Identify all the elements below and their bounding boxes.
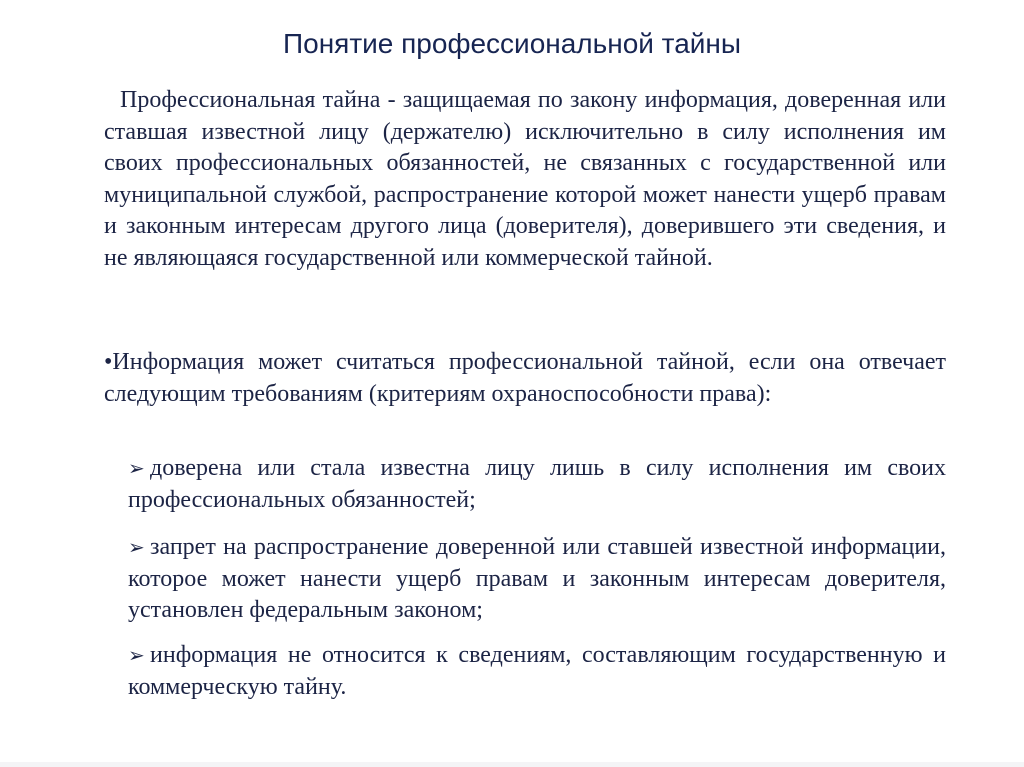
criterion-text: доверена или стала известна лицу лишь в силу исполнения им своих профессиональных обязанностей;: [128, 455, 946, 513]
bullet-icon: •: [104, 349, 113, 375]
arrow-bullet-icon: ➢: [128, 535, 145, 559]
criterion-item: [128, 640, 946, 703]
criterion-item: [128, 453, 946, 516]
slide-title: Понятие профессиональной тайны: [283, 28, 741, 59]
arrow-bullet-icon: ➢: [128, 456, 145, 480]
criterion-text: информация не относится к сведениям, составляющим государственную и коммерческую тайну.: [128, 642, 946, 700]
criterion-item: [128, 532, 946, 627]
criteria-intro-text: Информация может считаться профессиональной тайной, если она отвечает следующим требованиям (критериям охраноспособности права):: [104, 349, 946, 407]
definition-paragraph: Профессиональная тайна - защищаемая по закону информация, доверенная или ставшая известной лицу (держателю) исключительно в силу исполнения им своих профессиональных обязанностей, не связанных с государственной или муниципальной службой, распространение которой может нанести ущерб правам и законным интересам другого лица (доверителя), доверившего эти сведения, и не являющаяся государственной или коммерческой тайной.: [104, 87, 946, 271]
criteria-intro: [104, 347, 946, 410]
arrow-bullet-icon: ➢: [128, 643, 145, 667]
bottom-divider: [0, 762, 1024, 767]
criterion-text: запрет на распространение доверенной или ставшей известной информации, которое может нанести ущерб правам и законным интересам доверителя, установлен федеральным законом;: [128, 534, 946, 623]
